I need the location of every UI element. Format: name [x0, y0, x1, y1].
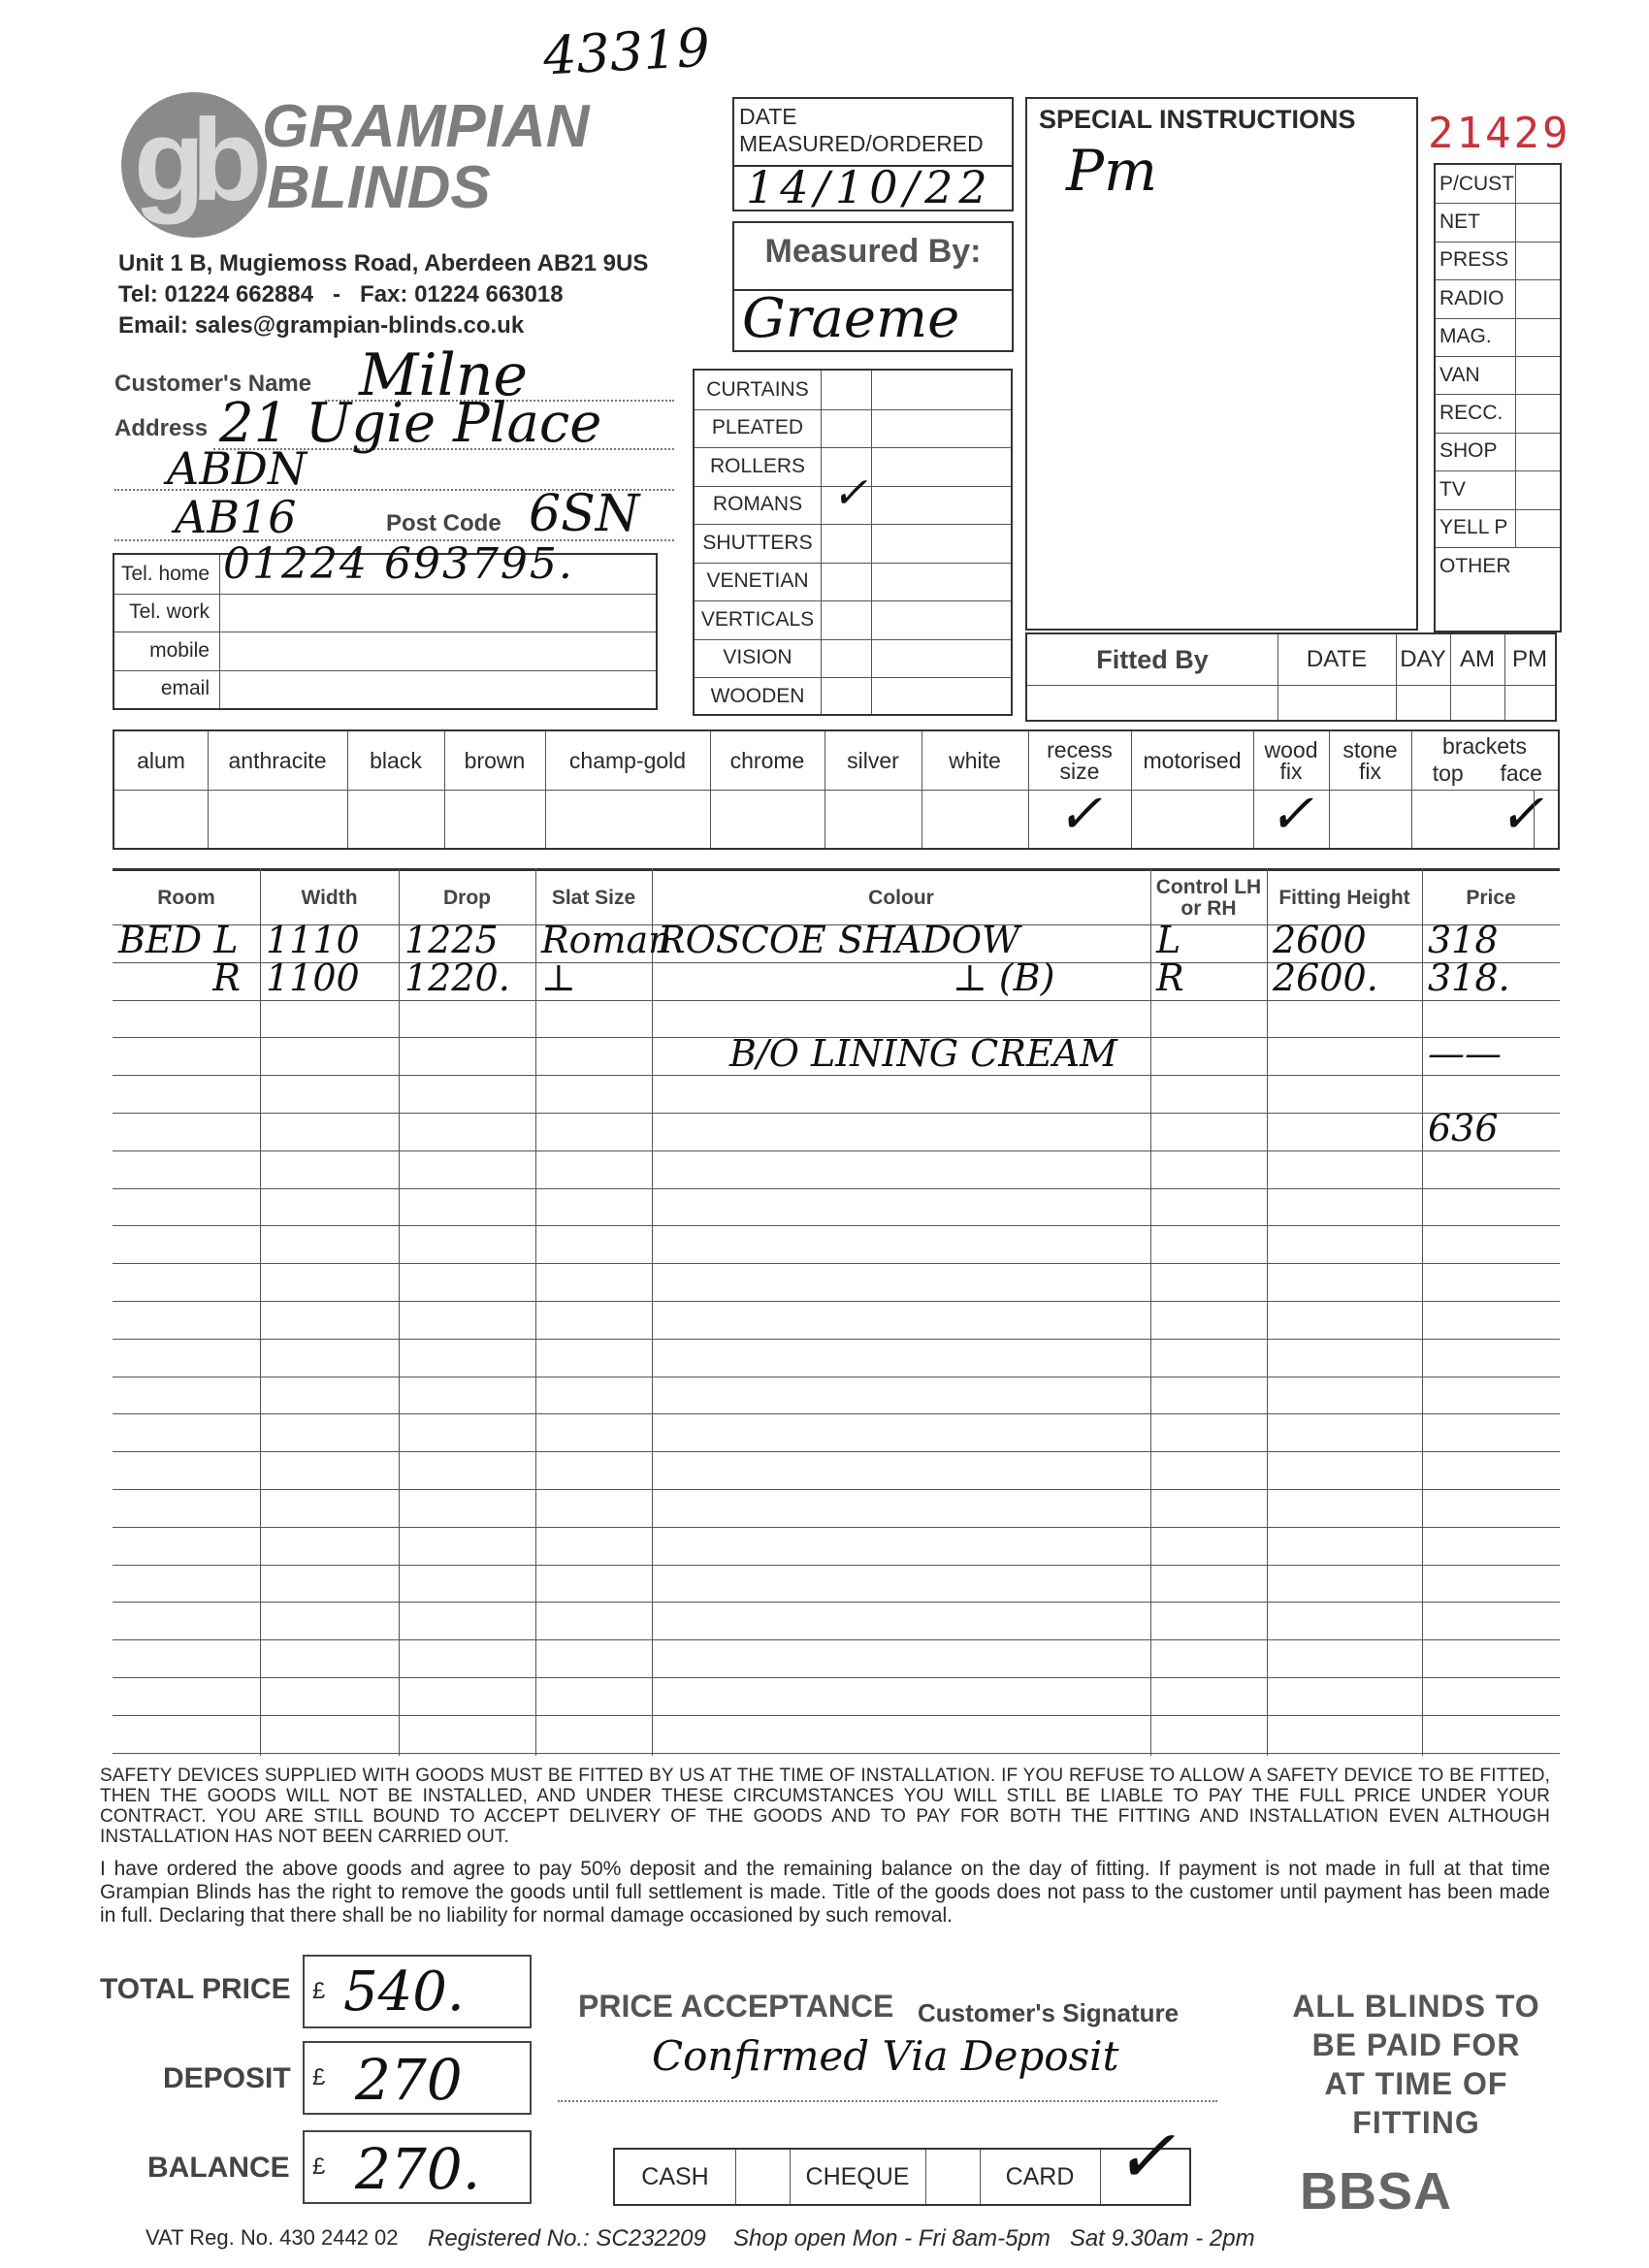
shop-hours: Shop open Mon - Fri 8am-5pm Sat 9.30am - 2pm [733, 2225, 1255, 2252]
table-header-cell: Slat Size [551, 887, 636, 909]
source-item-label: YELL P [1439, 516, 1508, 539]
table-header-cell: Fitting Height [1278, 887, 1410, 909]
table-row-divider [113, 1000, 1560, 1001]
special-instructions-label: SPECIAL INSTRUCTIONS [1039, 105, 1356, 134]
company-name-line2: BLINDS [267, 154, 491, 221]
company-tel-fax: Tel: 01224 662884 - Fax: 01224 663018 [118, 281, 564, 308]
table-row-divider [113, 1715, 1560, 1716]
customer-name-value: Milne [359, 341, 528, 409]
balance-box [303, 2130, 532, 2204]
table-cell: BED L [118, 919, 239, 962]
contact-label: Tel. home [120, 562, 210, 585]
option-check: ✓ [1268, 782, 1314, 846]
product-type-box [693, 369, 1013, 716]
source-list [1434, 163, 1562, 632]
table-cell: 2600. [1273, 956, 1378, 1000]
deposit-label: DEPOSIT [163, 2062, 291, 2094]
table-row-divider [113, 1527, 1560, 1528]
source-item-label: OTHER [1439, 554, 1511, 577]
order-table [113, 868, 1560, 1756]
table-col-divider [1422, 868, 1423, 1756]
source-item-label: RADIO [1439, 286, 1504, 309]
options-row-divider [114, 790, 1558, 791]
table-header-cell: Price [1466, 887, 1516, 909]
source-item-label: TV [1439, 477, 1466, 501]
card-option: CARD [1005, 2162, 1075, 2190]
table-cell: 318 [1428, 919, 1499, 962]
option-check: ✓ [1056, 782, 1103, 846]
notice-line: FITTING [1352, 2105, 1480, 2140]
customer-signature-label: Customer's Signature [918, 1998, 1180, 2027]
table-cell: R [212, 956, 241, 1000]
table-row-divider [113, 1565, 1560, 1566]
company-name-line1: GRAMPIAN [262, 93, 590, 160]
card-check-icon: ✓ [1114, 2112, 1176, 2199]
option-check [710, 782, 824, 846]
option-label: alum [137, 748, 185, 773]
price-acceptance-title: PRICE ACCEPTANCE [578, 1989, 894, 2024]
logo-letters: gb [134, 95, 249, 225]
payment-method-box [613, 2112, 1191, 2206]
option-label: wood fix [1264, 737, 1318, 784]
table-cell: 1100 [266, 956, 360, 1000]
fitted-pm-label: PM [1512, 646, 1547, 672]
option-label: recess size [1047, 737, 1113, 784]
table-row-divider [113, 1301, 1560, 1302]
option-label: motorised [1143, 748, 1242, 773]
product-type-label: ROLLERS [709, 454, 806, 477]
table-cell: L [1156, 919, 1181, 962]
deposit-box [303, 2041, 532, 2115]
vat-number: VAT Reg. No. 430 2442 02 [146, 2225, 399, 2250]
customer-signature-value: Confirmed Via Deposit [652, 2032, 1119, 2080]
contact-label: mobile [149, 638, 210, 662]
table-col-divider [1150, 868, 1151, 1756]
cheque-option: CHEQUE [805, 2162, 910, 2190]
table-cell: 1225 [404, 919, 499, 962]
table-row-divider [113, 1075, 1560, 1076]
contact-col-divider [219, 555, 220, 708]
brackets-face-label: face [1500, 760, 1542, 786]
company-logo [116, 87, 590, 243]
option-label: chrome [729, 748, 805, 773]
option-label: black [370, 748, 422, 773]
product-type-label: VISION [723, 646, 792, 669]
table-col-divider [260, 868, 261, 1756]
source-col-divider [1515, 165, 1516, 547]
cash-option: CASH [641, 2162, 709, 2190]
option-label: champ-gold [568, 748, 687, 773]
table-header-cell: Drop [443, 887, 491, 909]
date-measured-label: DATE MEASURED/ORDERED [739, 104, 984, 156]
brackets-top-check [1411, 782, 1485, 846]
contact-label: email [160, 677, 210, 700]
table-header-cell: Control LH or RH [1155, 876, 1262, 920]
table-row-divider [113, 1339, 1560, 1340]
product-type-check [821, 551, 879, 590]
table-cell: B/O LINING CREAM [729, 1031, 1117, 1075]
address-label: Address [114, 415, 209, 441]
option-check [824, 782, 922, 846]
option-label: white [949, 748, 1001, 773]
special-instructions-box [1025, 97, 1418, 631]
table-row-divider [113, 1451, 1560, 1452]
option-label: silver [847, 748, 899, 773]
special-instructions-value: Pm [1066, 138, 1158, 204]
table-row-divider [113, 1489, 1560, 1490]
table-cell: —— [1428, 1031, 1502, 1075]
bbsa-logo: BBSA [1300, 2162, 1453, 2220]
deposit-currency: £ [312, 2064, 326, 2090]
table-cell: 636 [1428, 1107, 1499, 1150]
fitted-date-label: DATE [1306, 646, 1368, 672]
product-type-check [821, 665, 879, 704]
registered-number: Registered No.: SC232209 [428, 2225, 706, 2252]
fitted-day-label: DAY [1400, 646, 1446, 672]
table-cell: ⊥ [541, 956, 576, 1000]
fitted-am-label: AM [1460, 646, 1495, 672]
product-type-label: ROMANS [712, 493, 803, 516]
source-item-label: VAN [1439, 363, 1480, 386]
brackets-face-check: ✓ [1498, 782, 1544, 846]
company-address: Unit 1 B, Mugiemoss Road, Aberdeen AB21 9US [118, 250, 649, 276]
table-cell: R [1156, 956, 1184, 1000]
deposit-value: 270 [355, 2047, 463, 2113]
option-check [444, 782, 545, 846]
balance-value: 270. [355, 2136, 481, 2202]
total-price-box [303, 1955, 532, 2028]
product-type-label: VERTICALS [700, 607, 815, 631]
table-cell: 318. [1428, 956, 1510, 1000]
table-col-divider [1267, 868, 1268, 1756]
source-item-label: RECC. [1439, 402, 1504, 425]
table-header-cell: Colour [868, 887, 934, 909]
brackets-top-label: top [1432, 760, 1464, 786]
table-cell: ⊥ (B) [953, 956, 1055, 1000]
product-type-check [821, 359, 879, 398]
source-item-label: SHOP [1439, 439, 1498, 463]
fitted-by-label: Fitted By [1096, 644, 1209, 674]
table-row-divider [113, 1150, 1560, 1151]
brackets-divider [1534, 790, 1535, 848]
product-type-label: SHUTTERS [702, 531, 813, 554]
option-check [114, 782, 208, 846]
table-cell: Roman [541, 919, 672, 962]
table-row-divider [113, 1639, 1560, 1640]
deposit-terms: I have ordered the above goods and agree to pay 50% deposit and the remaining balance on the day of fitting. If payment is not made in full at that time Grampian Blinds has the right to remove the goods until full settlement is made. Title of the goods does not pass to the customer until payment has been made in full. Declaring that there shall be no liability for normal damage occasioned by such removal. [100, 1858, 1550, 1927]
fitted-by-box [1025, 632, 1557, 722]
product-col-divider-1 [821, 371, 822, 714]
table-header-cell: Room [157, 887, 215, 909]
option-check [922, 782, 1028, 846]
product-type-label: VENETIAN [706, 569, 809, 593]
date-measured-box [732, 97, 1014, 211]
postcode-value: 6SN [529, 485, 640, 543]
balance-label: BALANCE [147, 2152, 290, 2184]
option-label: stone fix [1342, 737, 1398, 784]
contact-label: Tel. work [129, 600, 210, 624]
postcode-label: Post Code [386, 510, 501, 536]
product-type-label: PLEATED [711, 416, 804, 439]
address-line1: 21 Ugie Place [219, 392, 602, 455]
table-cell: ROSCOE SHADOW [658, 919, 1020, 962]
table-row-divider [113, 1113, 1560, 1114]
company-email: Email: sales@grampian-blinds.co.uk [118, 312, 525, 339]
notice-line: AT TIME OF [1324, 2066, 1508, 2101]
customer-name-label: Customer's Name [114, 371, 312, 397]
table-row-divider [113, 1602, 1560, 1603]
source-item-label: MAG. [1439, 325, 1492, 348]
product-type-check [821, 628, 879, 666]
total-price-value: 540. [343, 1960, 465, 2024]
order-number: 21429 [1428, 109, 1571, 158]
safety-terms: SAFETY DEVICES SUPPLIED WITH GOODS MUST BE FITTED BY US AT THE TIME OF INSTALLATION. IF YOU REFUSE TO ALLOW A SAFETY DEVICE TO BE FITTED, THEN THE GOODS WILL NOT BE INSTALLED, AND UNDER THESE CIRCUMSTANCES YOU WILL STILL BE LIABLE TO PAY THE FULL PRICE UNDER YOUR CONTRACT. YOU ARE STILL BOUND TO ACCEPT DELIVERY OF THE GOODS AND TO PAY FOR BOTH THE FITTING AND INSTALLATION EVEN ALTHOUGH INSTALLATION HAS NOT BEEN CARRIED OUT. [100, 1766, 1550, 1847]
option-label: brown [464, 748, 526, 773]
option-check [545, 782, 710, 846]
option-check [1131, 782, 1253, 846]
product-type-check [821, 512, 879, 551]
table-row-divider [113, 1188, 1560, 1189]
table-row-divider [113, 1677, 1560, 1678]
contact-value: 01224 693795. [223, 539, 574, 590]
measured-by-label: Measured By: [764, 233, 982, 270]
table-header-cell: Width [301, 887, 358, 909]
notice-line: ALL BLINDS TO [1292, 1989, 1540, 2024]
source-item-label: P/CUST [1439, 172, 1515, 195]
balance-currency: £ [312, 2154, 326, 2180]
option-check [208, 782, 347, 846]
table-cell: 1220. [404, 956, 510, 1000]
table-cell: 2600 [1273, 919, 1367, 962]
table-row-divider [113, 1413, 1560, 1414]
options-box [113, 729, 1560, 850]
option-check [1329, 782, 1411, 846]
product-type-label: CURTAINS [706, 377, 809, 401]
table-col-divider [399, 868, 400, 1756]
date-measured-value: 14/10/22 [746, 161, 993, 213]
table-col-divider [652, 868, 653, 1756]
source-item-label: PRESS [1439, 248, 1509, 272]
measured-by-value: Graeme [742, 287, 960, 350]
address-line2: ABDN [167, 442, 307, 495]
source-item-label: NET [1439, 211, 1480, 234]
table-row-divider [113, 1225, 1560, 1226]
option-label: anthracite [228, 748, 327, 773]
reference-number: 43319 [541, 16, 712, 87]
table-bottom-border [113, 1753, 1560, 1754]
table-col-divider [535, 868, 536, 1756]
total-currency: £ [312, 1978, 326, 2004]
table-cell: 1110 [266, 919, 360, 962]
table-row-divider [113, 1263, 1560, 1264]
product-type-label: WOODEN [710, 684, 805, 707]
product-type-check: ✓ [831, 468, 868, 518]
brackets-label: brackets [1442, 732, 1527, 759]
product-col-divider-2 [871, 371, 872, 714]
contact-box [113, 539, 658, 710]
measured-by-box [732, 221, 1014, 352]
option-check [347, 782, 444, 846]
total-price-label: TOTAL PRICE [100, 1973, 291, 2005]
product-type-check [821, 398, 879, 437]
product-type-check [821, 589, 879, 628]
notice-line: BE PAID FOR [1311, 2027, 1521, 2062]
address-line3: AB16 [175, 491, 297, 543]
